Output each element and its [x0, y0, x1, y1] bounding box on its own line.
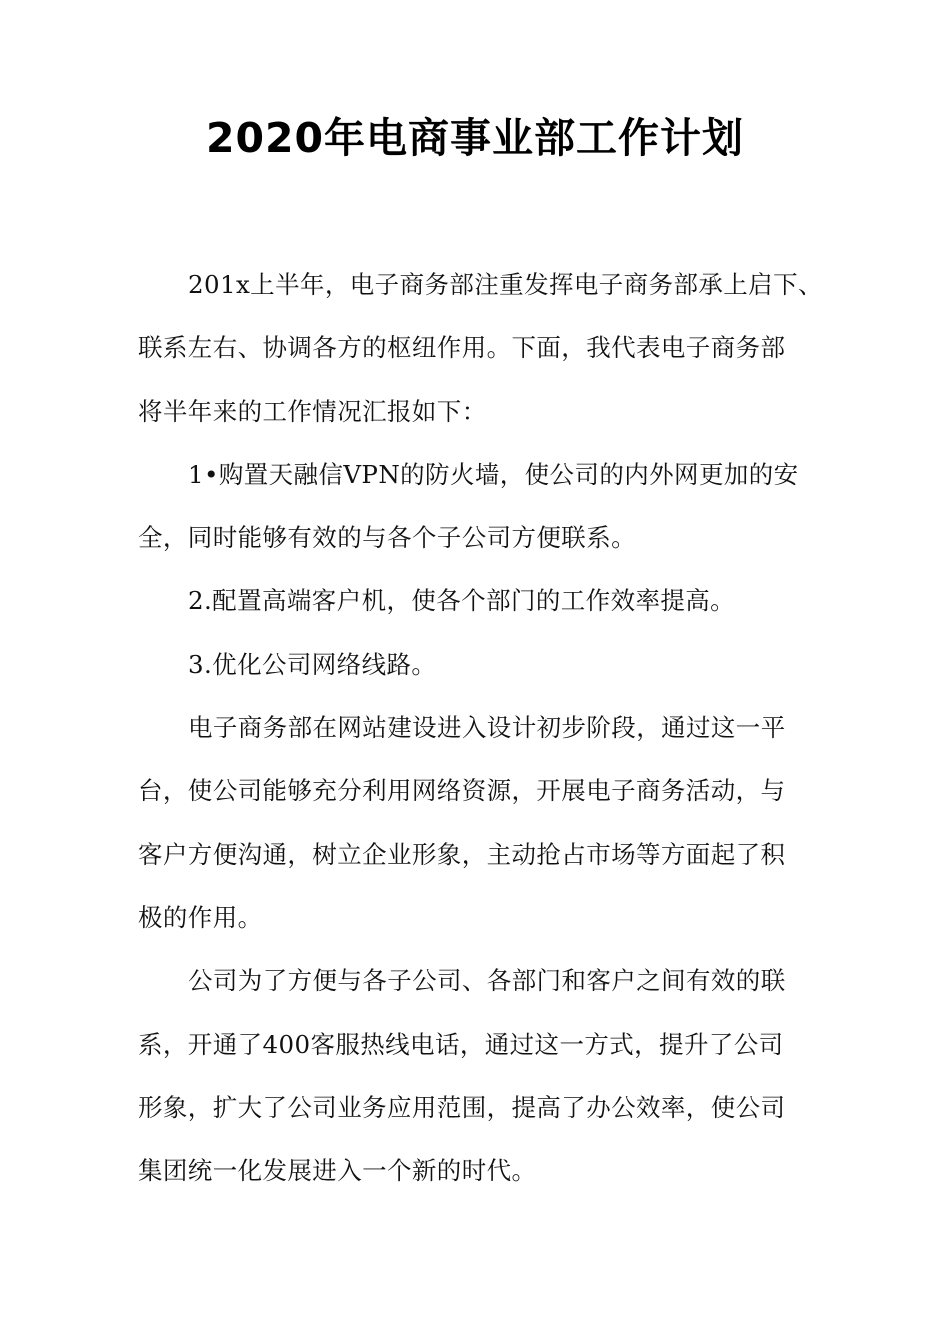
text-line: 台，使公司能够充分利用网络资源，开展电子商务活动，与	[138, 776, 786, 806]
text-line: 公司为了方便与各子公司、各部门和客户之间有效的联	[188, 966, 786, 996]
text-line: 客户方便沟通，树立企业形象，主动抢占市场等方面起了积	[138, 839, 786, 869]
document-body	[138, 253, 828, 1202]
paragraph-website	[138, 696, 828, 949]
text-line: 系，开通了400客服热线电话，通过这一方式，提升了公司	[138, 1029, 784, 1059]
text-line: 形象，扩大了公司业务应用范围，提高了办公效率，使公司	[138, 1092, 786, 1122]
text-line: 1•购置天融信VPN的防火墙，使公司的内外网更加的安	[188, 459, 799, 489]
text-line: 全，同时能够有效的与各个子公司方便联系。	[138, 523, 636, 553]
text-line: 电子商务部在网站建设进入设计初步阶段，通过这一平	[188, 713, 786, 743]
paragraph-hotline	[138, 949, 828, 1202]
paragraph-item-3	[138, 633, 828, 696]
text-line: 联系左右、协调各方的枢纽作用。下面，我代表电子商务部	[138, 333, 786, 363]
text-line: 集团统一化发展进入一个新的时代。	[138, 1156, 537, 1186]
text-line: 极的作用。	[138, 902, 263, 932]
document-title: 2020年电商事业部工作计划	[205, 114, 745, 162]
text-line: 3.优化公司网络线路。	[188, 649, 437, 679]
text-line: 将半年来的工作情况汇报如下：	[138, 396, 487, 426]
paragraph-item-1	[138, 443, 828, 570]
text-line: 2.配置高端客户机，使各个部门的工作效率提高。	[188, 586, 736, 616]
text-line: 201x上半年，电子商务部注重发挥电子商务部承上启下、	[188, 270, 823, 299]
paragraph-item-2	[138, 569, 828, 632]
paragraph-intro	[138, 253, 828, 443]
